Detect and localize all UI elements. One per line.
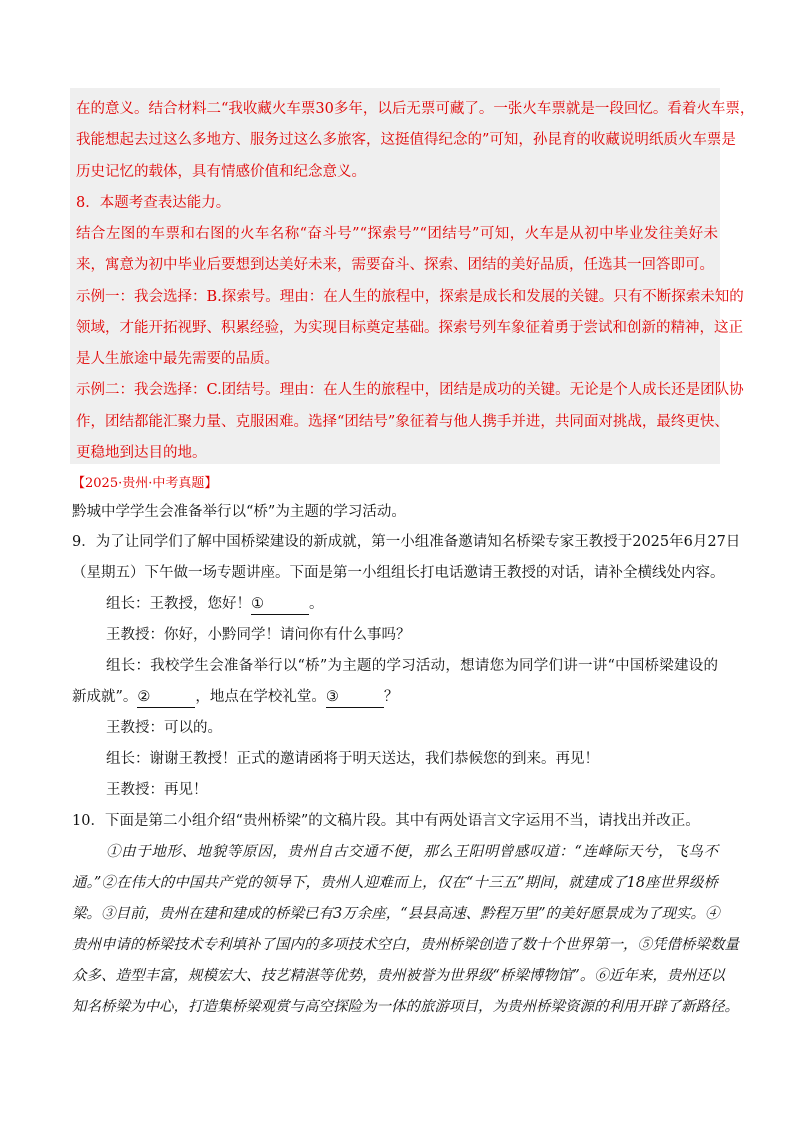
answer-line-6: 来，寓意为初中毕业后要想到达美好未来，需要奋斗、探索、团结的美好品质，任选其一回答即可。 bbox=[76, 257, 714, 273]
answer-line-11: 作，团结都能汇聚力量、克服困难。选择“团结号”象征着与他人携手并进，共同面对挑战，最终更快、 bbox=[76, 414, 729, 430]
answer-line-12: 更稳地到达目的地。 bbox=[76, 445, 207, 461]
q9-dialogue-1 bbox=[106, 594, 324, 615]
answer-line-9: 是人生旅途中最先需要的品质。 bbox=[76, 351, 279, 367]
q10-passage-line-6: 知名桥梁为中心，打造集桥梁观赏与高空探险为一体的旅游项目，为贵州桥梁资源的利用开辟了新路径。 bbox=[72, 999, 739, 1015]
answer-line-7: 示例一：我会选择：B.探索号。理由：在人生的旅程中，探索是成长和发展的关键。只有不断探索未知的 bbox=[76, 289, 744, 305]
q9-dialogue-3-line-2 bbox=[72, 687, 398, 708]
dialogue-3-mid: ，地点在学校礼堂。 bbox=[195, 689, 326, 705]
dialogue-1-end: 。 bbox=[309, 596, 324, 612]
q9-dialogue-6: 王教授：再见！ bbox=[106, 782, 208, 798]
dialogue-3-text: 新成就”。 bbox=[72, 689, 138, 705]
q9-dialogue-5: 组长：谢谢王教授！正式的邀请函将于明天送达，我们恭候您的到来。再见！ bbox=[106, 751, 599, 767]
q9-dialogue-3-line-1: 组长：我校学生会准备举行以“桥”为主题的学习活动，想请您为同学们讲一讲“中国桥梁建设的 bbox=[106, 658, 718, 674]
q10-passage-line-4: 贵州申请的桥梁技术专利填补了国内的多项技术空白，贵州桥梁创造了数十个世界第一，⑤凭借桥梁数量 bbox=[72, 937, 739, 953]
q10-passage-line-3: 梁。③目前，贵州在建和建成的桥梁已有3万余座，“县县高速、黔程万里”的美好愿景成为了现实。④ bbox=[72, 906, 720, 922]
dialogue-1-text: 组长：王教授，您好！ bbox=[106, 596, 251, 612]
answer-line-2: 我能想起去过这么多地方、服务过这么多旅客，这挺值得纪念的”可知，孙昆育的收藏说明纸质火车票是 bbox=[76, 132, 736, 148]
dialogue-3-end: ？ bbox=[383, 689, 399, 705]
answer-line-1: 在的意义。结合材料二“我收藏火车票30多年，以后无票可藏了。一张火车票就是一段回忆。看着火车票， bbox=[76, 101, 755, 117]
answer-line-10: 示例二：我会选择：C.团结号。理由：在人生的旅程中，团结是成功的关键。无论是个人成长还是团队协 bbox=[76, 382, 744, 398]
activity-intro: 黔城中学学生会准备举行以“桥”为主题的学习活动。 bbox=[72, 504, 406, 520]
blank-2: ② bbox=[137, 687, 195, 708]
answer-line-3: 历史记忆的载体，具有情感价值和纪念意义。 bbox=[76, 164, 366, 180]
q9-dialogue-4: 王教授：可以的。 bbox=[106, 720, 222, 736]
q9-stem-line-1: 9．为了让同学们了解中国桥梁建设的新成就，第一小组准备邀请知名桥梁专家王教授于2025年6月27日 bbox=[72, 534, 741, 550]
exam-source-tag: 【2025·贵州·中考真题】 bbox=[72, 476, 218, 491]
answer-line-4: 8．本题考查表达能力。 bbox=[76, 195, 231, 211]
blank-1: ① bbox=[251, 594, 309, 615]
blank-3: ③ bbox=[326, 687, 384, 708]
q9-stem-line-2: （星期五）下午做一场专题讲座。下面是第一小组组长打电话邀请王教授的对话，请补全横线处内容。 bbox=[72, 565, 725, 581]
answer-line-8: 领域，才能开拓视野、积累经验，为实现目标奠定基础。探索号列车象征着勇于尝试和创新的精神，这正 bbox=[76, 320, 743, 336]
q9-dialogue-2: 王教授：你好，小黔同学！请问你有什么事吗？ bbox=[106, 627, 411, 643]
answer-line-5: 结合左图的车票和右图的火车名称“奋斗号”“探索号”“团结号”可知，火车是从初中毕业发往美好未 bbox=[76, 226, 718, 242]
q10-passage-line-1: ①由于地形、地貌等原因，贵州自古交通不便，那么王阳明曾感叹道：“连峰际天兮，飞鸟不 bbox=[106, 844, 718, 860]
q10-stem: 10．下面是第二小组介绍“贵州桥梁”的文稿片段。其中有两处语言文字运用不当，请找出并改正。 bbox=[72, 813, 700, 829]
q10-passage-line-5: 众多、造型丰富，规模宏大、技艺精湛等优势，贵州被誉为世界级“桥梁博物馆”。⑥近年来，贵州还以 bbox=[72, 968, 725, 984]
q10-passage-line-2: 通。”②在伟大的中国共产党的领导下，贵州人迎难而上，仅在“十三五”期间，就建成了18座世界级桥 bbox=[72, 875, 718, 891]
